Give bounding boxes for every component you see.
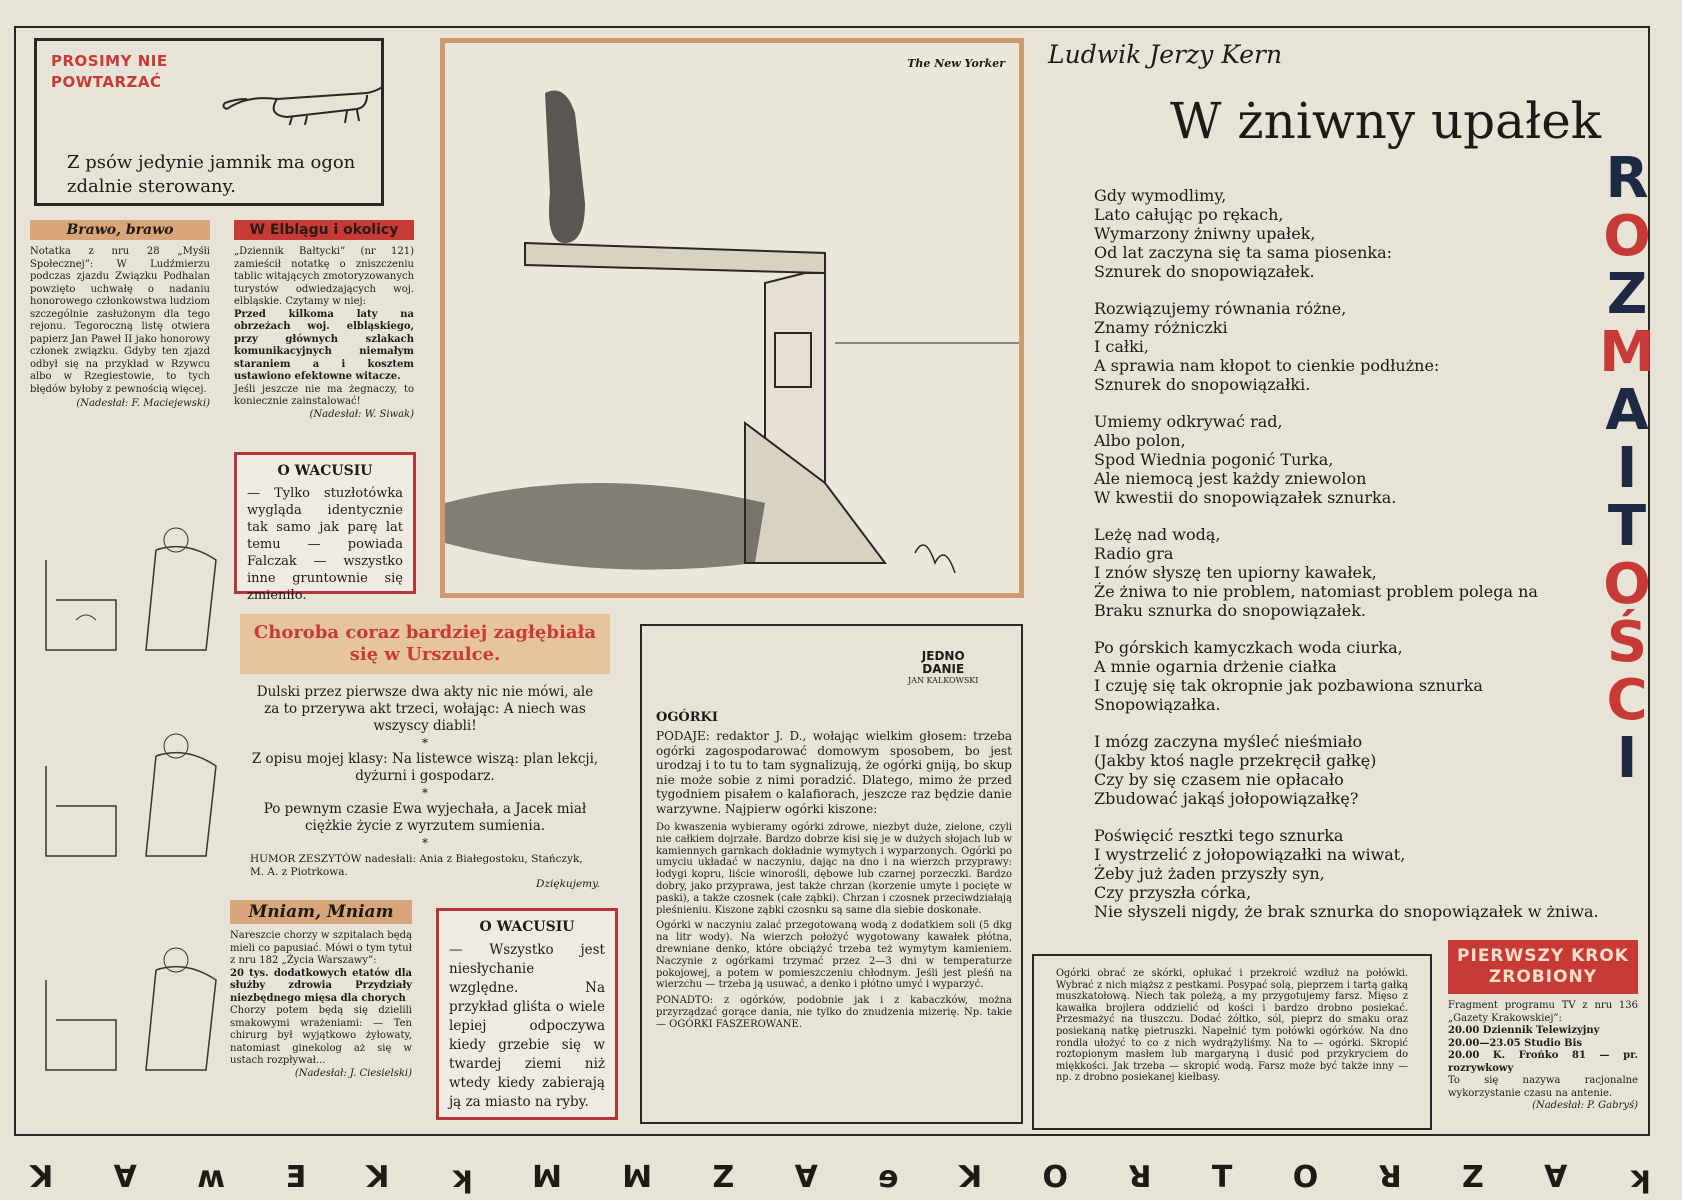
krok-text: To się nazywa racjonalne wykorzystanie czasu na antenie. [1448,1075,1638,1099]
poem-line: Czy przyszła córka, [1094,883,1252,902]
krok-header-line2: ZROBIONY [1488,967,1598,987]
strip-glyph: O [1292,1159,1319,1195]
elblag-intro: „Dziennik Bałtycki” (nr 121) zamieścił notatkę o zniszczeniu tablic witających zmotoryzowanych turystów odwiedzających woj. elbląskie. Czytamy w niej: [234,246,415,307]
strip-glyph: ꟽ [532,1159,562,1195]
krok-header-line1: PIERWSZY KROK [1457,946,1629,966]
poem-line: Umiemy odkrywać rad, [1094,412,1283,431]
mniam-column [230,900,412,1080]
bottom-mirrored-strip [30,1160,1650,1194]
wacus-box-1 [234,452,416,603]
strip-glyph: ꟽ [622,1159,653,1195]
strip-glyph: ꓤ [1128,1159,1152,1195]
choroba-thanks: Dziękujemy. [536,878,600,890]
cartoon-credit: The New Yorker [907,57,1005,70]
sketch-chair-2 [36,726,226,866]
choroba-item: Po pewnym czasie Ewa wyjechała, a Jacek miał ciężkie życie z wyrzutem sumienia. [263,801,587,834]
strip-glyph: Z [1462,1159,1484,1195]
brawo-sender: (Nadesłał: F. Maciejewski) [76,398,210,409]
brawo-text: Notatka z nru 28 „Myśli Społecznej”: W Ludźmierzu podczas zjazdu Związku Podhalan powzięto uchwałę o nadaniu honorowego członkowstwa ludziom szczególnie zasłużonym dla tego rejonu. Tegoroczną listę otwiera papierz Jan Paweł II jako honorowy członek związku. Gdyby ten zjazd odbył się na przykład w Rzywcu albo w Rzegiestowie, to tych błędów byłoby z pewnością więcej. [30,246,210,395]
poem-stanza [1094,732,1614,808]
poem-line: I czuję się tak okropnie jak pozbawiona sznurka [1094,676,1483,695]
wacus-2-text: — Wszystko jest niesłychanie względne. Na przykład gliśta o wiele lepiej odpoczywa kiedy grzebie się w twardej ziemi niż wtedy kiedy zabierają ją za miasto na ryby. [449,942,605,1110]
poem-line: Albo polon, [1094,431,1186,450]
side-letter: O [1603,552,1651,617]
mniam-text: Chorzy potem będą się dzielili smakowymi wrażeniami: — Ten chirurg był wyjątkowo żyłowaty, natomiast ginekolog aż się w ustach rozpływał... [230,1005,412,1066]
prosimy-text: Z psów jedynie jamnik ma ogon zdalnie sterowany. [67,152,356,197]
poem-stanza [1094,826,1614,921]
poem-line: (Jakby ktoś nagle przekręcił gałkę) [1094,751,1377,770]
poem-line: A sprawia nam kłopot to cienkie podłużne: [1094,356,1440,375]
prosimy-header-line1: PROSIMY NIE [51,52,168,70]
side-letter: R [1605,146,1649,211]
poem-line: I znów słyszę ten upiorny kawałek, [1094,563,1377,582]
poem-line: Od lat zaczyna się ta sama piosenka: [1094,243,1393,262]
side-letter: I [1616,726,1638,791]
strip-glyph: ꓘ [30,1159,54,1195]
poem-line: Lato całując po rękach, [1094,205,1284,224]
logo-author: JAN KALKOWSKI [908,676,979,685]
side-letter: Ś [1606,610,1648,675]
prosimy-box [34,38,384,206]
side-letter: O [1603,204,1651,269]
wacus-2-title: O WACUSIU [479,919,575,935]
strip-glyph: ʞ [449,1159,472,1195]
cartoon-drawing [445,43,1019,593]
poem-line: Poświęcić resztki tego sznurka [1094,826,1344,845]
choroba-box [240,614,610,890]
strip-glyph: Ɐ [113,1159,137,1195]
poem-line: Gdy wymodlimy, [1094,186,1227,205]
jedno-paragraph: PONADTO: z ogórków, podobnie jak i z kabaczków, można przyrządzać gorące dania, nie tylko do znudzenia mizerię. Np. takie — OGÓRKI FASZEROWANE. [656,995,1012,1030]
wacus-1-title: O WACUSIU [277,463,373,479]
logo-line-2: DANIE [922,662,965,676]
pierwszy-krok-box [1448,940,1638,1136]
wacus-1-text: — Tylko stuzłotówka wygląda identycznie tak samo jak parę lat temu — powiada Falczak — wszystko inne gruntownie się zmieniło. [247,486,403,603]
poem-line: Zbudować jakąś jołopowiązałkę? [1094,789,1359,808]
poem-stanza [1094,412,1614,507]
jedno-paragraph: Ogórki obrać ze skórki, opłukać i przekroić wzdłuż na połówki. Wybrać z nich miąższ z pestkami. Posypać solą, pieprzem i tartą gałką muszkatołową. Niech tak poleżą, a my przygotujemy farsz. Mięso z kawałka brojlera oddzielić od kości i bardzo drobno posiekać. Przesmażyć na tłuszczu. Dodać żółtko, sól, pieprz do smaku oraz posiekaną natkę pietruszki. Napełnić tym połówki ogórków. Na dno rondla ułożyć to co z nich wydrążyliśmy. Na to — ogórki. Skropić roztopionym masłem lub margaryną i dusić pod przykryciem do miękkości. Jak trzeba — skropić wodą. Farsz może być także inny — np. z drobno posiekanej kiełbasy. [1056,968,1408,1084]
jedno-paragraph: Ogórki w naczyniu zalać przegotowaną wodą z dodatkiem soli (5 dkg na litr wody). Na wierzch położyć wygotowany kawałek płótna, drewniane denko, które obciążyć trzeba też wymytym kamieniem. Naczynie z ogórkami trzymać przez 2—3 dni w temperaturze pokojowej, a potem w pomieszczeniu chłodnym. Jeśli jest pleśń na wierzchu — trzeba ją usuwać, a denko i płótno umyć i wyparzyć. [656,920,1012,991]
strip-glyph: Ɐ [1544,1159,1568,1195]
poem-body [1094,186,1614,939]
star-separator-icon: * [422,786,428,800]
poem-line: Czy by się czasem nie opłacało [1094,770,1344,789]
krok-header [1448,940,1638,994]
poem-line: Snopowiązałka. [1094,695,1221,714]
side-letter: Z [1606,262,1648,327]
poem-line: Braku sznurka do snopowiązałek. [1094,601,1366,620]
elblag-header: W Elblągu i okolicy [234,220,414,240]
poem-line: Po górskich kamyczkach woda ciurka, [1094,638,1403,657]
jedno-danie-logo [908,650,978,685]
dachshund-drawing [217,65,387,125]
jedno-lead: PODAJE: redaktor J. D., wołając wielkim głosem: trzeba ogórki zagospodarować domowym sposobem, bo jest urodzaj i to tu to tam sygnalizują, że ogórki gniją, bo skup nie może sobie z nimi poradzić. Dlatego, mimo że przed tygodniem pisałem o kalafiorach, jeszcze raz będzie danie warzywne. Najpierw ogórki kiszone: [656,729,1012,816]
choroba-item: Z opisu mojej klasy: Na listewce wiszą: plan lekcji, dyżurni i gospodarz. [251,751,599,784]
sketch-chair-3 [36,940,226,1080]
jedno-danie-box [640,624,1023,1124]
brawo-header: Brawo, brawo [30,220,210,240]
strip-glyph: T [1211,1159,1233,1195]
strip-glyph: Ǝ [285,1159,306,1195]
poem-line: A mnie ogarnia drżenie ciałka [1094,657,1337,676]
poem-line: I mózg zaczyna myśleć nieśmiało [1094,732,1363,751]
mniam-header: Mniam, Mniam [230,900,412,924]
logo-line-1: JEDNO [921,649,965,663]
poem-line: Żeby już żaden przyszły syn, [1094,864,1325,883]
brawo-column [30,220,210,411]
choroba-item: Dulski przez pierwsze dwa akty nic nie mówi, ale za to przerywa akt trzeci, wołając: A niech was wszyscy diabli! [256,684,594,734]
strip-glyph: Z [712,1159,735,1195]
strip-glyph: ʍ [197,1159,225,1195]
poem-title: W żniwny upałek [1170,92,1602,150]
strip-glyph: O [1042,1159,1069,1195]
side-letter: M [1599,320,1655,385]
poem-line: Wymarzony żniwny upałek, [1094,224,1316,243]
krok-intro: Fragment programu TV z nru 136 „Gazety Krakowskiej”: [1448,1000,1638,1024]
poem-line: Ale niemocą jest każdy zniewolon [1094,469,1367,488]
poem-stanza [1094,299,1614,394]
elblag-column [234,220,414,421]
side-letter: T [1607,494,1647,559]
strip-glyph: ꓤ [1378,1159,1402,1195]
strip-glyph: Ɐ [794,1159,818,1195]
strip-glyph: ꓘ [366,1159,390,1195]
ogorki-continuation-box [1032,954,1432,1130]
krok-line: 20.00 K. Frońko 81 — pr. rozrywkowy [1448,1050,1638,1074]
poem-line: W kwestii do snopowiązałek sznurka. [1094,488,1397,507]
poem-line: Spod Wiednia pogonić Turka, [1094,450,1334,469]
krok-sender: (Nadesłał: P. Gabryś) [1532,1100,1638,1111]
side-letter: I [1616,436,1638,501]
mniam-quote: 20 tys. dodatkowych etatów dla służby zdrowia Przydziały niezbędnego mięsa dla chorych [230,967,412,1004]
star-separator-icon: * [422,736,428,750]
poem-line: Sznurek do snopowiązałki. [1094,375,1311,394]
krok-line: 20.00 Dziennik Telewizyjny [1448,1025,1600,1036]
poem-line: Znamy różniczki [1094,318,1228,337]
sketch-chair-1 [36,520,226,660]
elblag-comment: Jeśli jeszcze nie ma żegnaczy, to koniecznie zainstalować! [234,383,414,407]
mniam-intro: Nareszcie chorzy w szpitalach będą mieli co papusiać. Mówi o tym tytuł z nru 182 „Życia Warszawy”: [230,930,412,966]
choroba-credit: HUMOR ZESZYTÓW nadesłali: Ania z Białegostoku, Stańczyk, M. A. z Piotrkowa. [250,853,583,878]
star-separator-icon: * [422,836,428,850]
poem-line: Sznurek do snopowiązałek. [1094,262,1315,281]
krok-line: 20.00—23.05 Studio Bis [1448,1037,1583,1049]
strip-glyph: ꓘ [958,1159,983,1195]
poem-line: Że żniwa to nie problem, natomiast problem polega na [1094,582,1538,601]
elblag-quote: Przed kilkoma laty na obrzeżach woj. elbląskiego, przy głównych szlakach komunikacyjnych niemałym staraniem a i kosztem ustawiono efektowne witacze. [234,308,414,382]
jedno-title: OGÓRKI [656,710,718,725]
section-title-vertical [1592,146,1662,810]
poem-author: Ludwik Jerzy Kern [1048,40,1283,69]
poem-stanza [1094,638,1614,714]
choroba-header: Choroba coraz bardziej zagłębiała się w Urszulce. [253,622,597,665]
cartoon-panel [440,38,1024,598]
poem-line: I wystrzelić z jołopowiązałki na wiwat, [1094,845,1406,864]
poem-line: Nie słyszeli nigdy, że brak sznurka do snopowiązałek w żniwa. [1094,902,1599,921]
poem-stanza [1094,186,1614,281]
side-letter: A [1605,378,1649,443]
side-letter: C [1606,668,1648,733]
wacus-box-2 [436,908,618,1120]
jedno-paragraph: Do kwaszenia wybieramy ogórki zdrowe, niezbyt duże, zielone, czyli nie całkiem dojrzałe. Bardzo dobrze kisi się je w dużych słojach lub w kamiennych garnkach dokładnie wymytych i wyparzonych. Ogórki po umyciu układać w naczyniu, dając na dno i na wierzch przyprawy: łodygi kopru, liście winorośli, dębowe lub czarnej porzeczki. Bardzo dobry, jako przyprawa, jest także chrzan (korzenie umyte i pocięte w paski), a także czosnek (całe ząbki). Chrzan i czosnek przeciwdziałają pleśnieniu. Kiszone ząbki czosnku są same dla siebie doskonałe. [656,822,1012,916]
poem-line: Leżę nad wodą, [1094,525,1221,544]
strip-glyph: ɘ [878,1159,899,1195]
strip-glyph: ʞ [1627,1159,1650,1195]
poem-stanza [1094,525,1614,620]
poem-line: Rozwiązujemy równania różne, [1094,299,1347,318]
elblag-sender: (Nadesłał: W. Siwak) [309,408,414,420]
poem-line: Radio gra [1094,544,1174,563]
poem-line: I całki, [1094,337,1149,356]
mniam-sender: (Nadesłał: J. Ciesielski) [294,1067,412,1079]
prosimy-header-line2: POWTARZAĆ [51,73,162,91]
